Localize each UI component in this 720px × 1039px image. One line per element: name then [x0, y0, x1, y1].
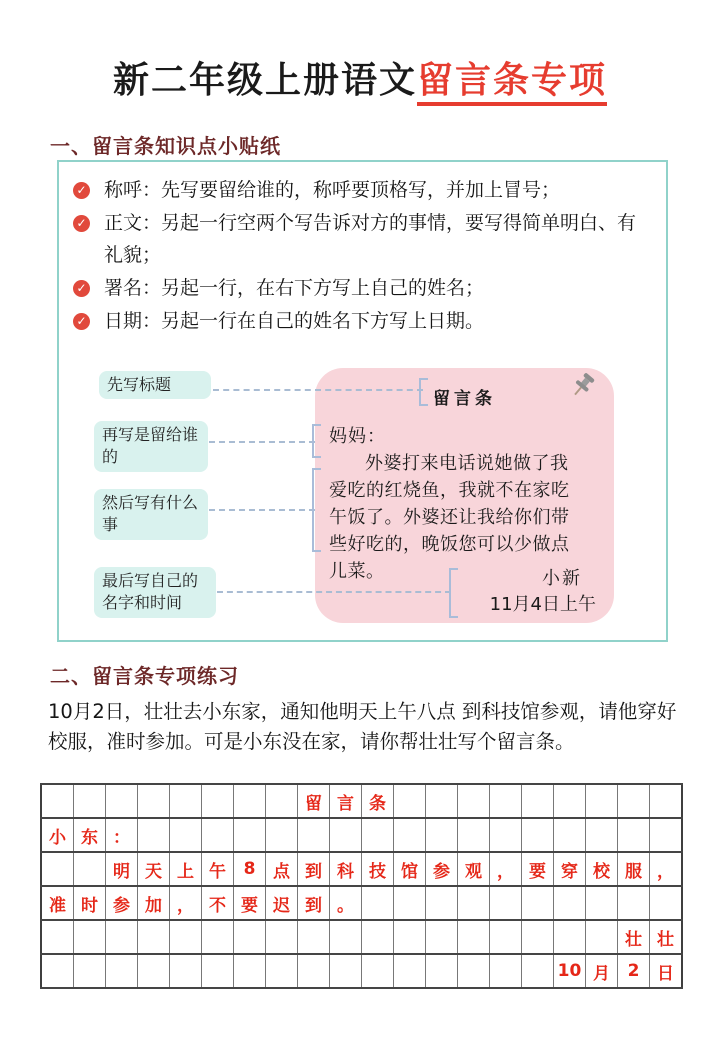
grid-cell — [362, 920, 394, 954]
grid-cell — [330, 818, 362, 852]
grid-cell: ， — [490, 852, 522, 886]
note-date: 11月4日上午 — [489, 594, 596, 615]
check-circle-icon: ✓ — [73, 182, 90, 199]
grid-cell — [490, 818, 522, 852]
grid-cell: 参 — [106, 886, 138, 920]
grid-cell — [330, 920, 362, 954]
grid-cell — [554, 886, 586, 920]
grid-cell — [74, 852, 106, 886]
grid-cell: 观 — [458, 852, 490, 886]
bullet-text: 署名：另起一行，在右下方写上自己的姓名； — [104, 277, 485, 300]
grid-cell — [554, 920, 586, 954]
bullet-item — [67, 174, 647, 207]
bracket-mark — [419, 378, 428, 406]
grid-cell — [490, 920, 522, 954]
grid-cell: 时 — [74, 886, 106, 920]
connector-line — [217, 591, 451, 593]
grid-cell — [41, 920, 74, 954]
grid-cell — [554, 818, 586, 852]
grid-cell — [138, 784, 170, 818]
grid-cell — [458, 954, 490, 988]
grid-cell — [522, 920, 554, 954]
grid-cell — [394, 920, 426, 954]
grid-cell — [522, 886, 554, 920]
grid-cell: 到 — [298, 852, 330, 886]
grid-cell — [41, 784, 74, 818]
grid-cell — [618, 784, 650, 818]
grid-cell — [298, 920, 330, 954]
grid-cell: 言 — [330, 784, 362, 818]
grid-cell: 。 — [330, 886, 362, 920]
grid-cell — [458, 784, 490, 818]
grid-cell — [522, 954, 554, 988]
grid-cell — [426, 886, 458, 920]
grid-cell — [298, 954, 330, 988]
grid-cell — [74, 784, 106, 818]
grid-cell — [618, 818, 650, 852]
bracket-mark — [312, 424, 321, 458]
grid-cell: 到 — [298, 886, 330, 920]
grid-cell — [490, 954, 522, 988]
bullet-text: 正文：另起一行空两个写告诉对方的事情，要写得简单明白、有礼貌； — [104, 211, 637, 267]
note-signature: 小新 — [542, 568, 582, 589]
grid-cell: 壮 — [618, 920, 650, 954]
grid-cell — [170, 818, 202, 852]
grid-cell — [554, 784, 586, 818]
bracket-mark — [312, 468, 321, 552]
grid-cell — [106, 954, 138, 988]
grid-cell — [202, 784, 234, 818]
grid-cell: ： — [106, 818, 138, 852]
grid-cell — [458, 920, 490, 954]
grid-row — [41, 954, 682, 988]
grid-cell — [586, 818, 618, 852]
grid-cell — [458, 818, 490, 852]
answer-grid — [40, 783, 683, 989]
grid-cell: 午 — [202, 852, 234, 886]
connector-line — [213, 389, 423, 391]
grid-cell — [74, 920, 106, 954]
bullet-item — [67, 207, 647, 272]
grid-cell — [202, 920, 234, 954]
grid-cell — [362, 886, 394, 920]
connector-line — [209, 509, 315, 511]
check-circle-icon: ✓ — [73, 215, 90, 232]
grid-cell — [234, 954, 266, 988]
grid-cell: 留 — [298, 784, 330, 818]
bullet-list — [67, 174, 647, 337]
grid-cell: 明 — [106, 852, 138, 886]
grid-cell: 东 — [74, 818, 106, 852]
grid-cell — [426, 954, 458, 988]
grid-cell: 校 — [586, 852, 618, 886]
grid-cell — [298, 818, 330, 852]
grid-cell — [490, 886, 522, 920]
example-note-card — [315, 368, 614, 623]
bullet-item — [67, 305, 647, 338]
grid-row — [41, 886, 682, 920]
grid-cell — [650, 886, 683, 920]
section1-heading: 一、留言条知识点小贴纸 — [50, 134, 281, 158]
grid-cell: 馆 — [394, 852, 426, 886]
grid-cell — [170, 784, 202, 818]
grid-cell — [202, 954, 234, 988]
grid-cell — [586, 920, 618, 954]
diagram-label-title: 先写标题 — [99, 371, 211, 399]
grid-cell: 迟 — [266, 886, 298, 920]
grid-cell — [394, 784, 426, 818]
check-circle-icon: ✓ — [73, 313, 90, 330]
diagram-label-recipient: 再写是留给谁的 — [94, 421, 208, 472]
grid-cell — [266, 920, 298, 954]
grid-cell — [266, 954, 298, 988]
diagram-label-signature-date: 最后写自己的名字和时间 — [94, 567, 216, 618]
grid-cell — [522, 784, 554, 818]
grid-cell: 条 — [362, 784, 394, 818]
page-title-black: 新二年级上册语文 — [112, 60, 417, 101]
bullet-text: 日期：另起一行在自己的姓名下方写上日期。 — [104, 309, 485, 332]
grid-cell — [330, 954, 362, 988]
knowledge-box — [57, 160, 668, 642]
bullet-item — [67, 272, 647, 305]
grid-cell — [234, 818, 266, 852]
grid-cell — [106, 784, 138, 818]
grid-cell: ， — [170, 886, 202, 920]
connector-line — [209, 441, 315, 443]
grid-cell: 要 — [234, 886, 266, 920]
grid-cell: 技 — [362, 852, 394, 886]
grid-cell: 日 — [650, 954, 683, 988]
grid-cell — [650, 784, 683, 818]
section2-heading: 二、留言条专项练习 — [50, 664, 239, 688]
grid-cell: 壮 — [650, 920, 683, 954]
grid-cell — [170, 920, 202, 954]
grid-cell: 天 — [138, 852, 170, 886]
grid-row — [41, 852, 682, 886]
grid-cell — [138, 818, 170, 852]
grid-cell: 参 — [426, 852, 458, 886]
grid-cell — [266, 784, 298, 818]
grid-cell — [170, 954, 202, 988]
grid-cell — [202, 818, 234, 852]
grid-cell — [490, 784, 522, 818]
check-circle-icon: ✓ — [73, 280, 90, 297]
grid-cell: 2 — [618, 954, 650, 988]
grid-cell — [426, 818, 458, 852]
bracket-mark — [449, 568, 458, 618]
pushpin-icon — [566, 372, 600, 410]
diagram-label-content: 然后写有什么事 — [94, 489, 208, 540]
grid-cell: 点 — [266, 852, 298, 886]
grid-cell — [362, 818, 394, 852]
note-title: 留言条 — [433, 389, 496, 409]
grid-cell: 服 — [618, 852, 650, 886]
grid-cell: ， — [650, 852, 683, 886]
page-title-red-underlined: 留言条专项 — [417, 60, 607, 106]
grid-cell — [138, 920, 170, 954]
grid-cell — [394, 818, 426, 852]
grid-cell — [234, 784, 266, 818]
grid-cell: 小 — [41, 818, 74, 852]
page-title — [0, 52, 720, 103]
grid-cell — [138, 954, 170, 988]
grid-cell: 月 — [586, 954, 618, 988]
grid-cell: 科 — [330, 852, 362, 886]
grid-cell: 准 — [41, 886, 74, 920]
grid-cell — [586, 886, 618, 920]
answer-grid-body — [41, 784, 682, 988]
grid-cell — [394, 954, 426, 988]
note-body: 外婆打来电话说她做了我爱吃的红烧鱼，我就不在家吃午饭了。外婆还让我给你们带些好吃的，晚饭您可以少做点儿菜。 — [329, 453, 570, 582]
grid-cell: 10 — [554, 954, 586, 988]
grid-cell — [74, 954, 106, 988]
grid-cell — [618, 886, 650, 920]
grid-cell — [650, 818, 683, 852]
grid-row — [41, 920, 682, 954]
bullet-text: 称呼：先写要留给谁的，称呼要顶格写，并加上冒号； — [104, 179, 561, 201]
grid-row — [41, 784, 682, 818]
grid-cell — [426, 784, 458, 818]
exercise-prompt: 10月2日，壮壮去小东家，通知他明天上午八点 到科技馆参观，请他穿好校服，准时参加。可是小东没在家，请你帮壮壮写个留言条。 — [48, 700, 677, 754]
grid-cell — [106, 920, 138, 954]
grid-cell: 8 — [234, 852, 266, 886]
grid-cell — [41, 954, 74, 988]
grid-cell — [586, 784, 618, 818]
grid-cell: 加 — [138, 886, 170, 920]
note-salutation: 妈妈： — [329, 426, 386, 447]
grid-cell — [362, 954, 394, 988]
grid-cell — [458, 886, 490, 920]
grid-cell: 穿 — [554, 852, 586, 886]
grid-cell — [41, 852, 74, 886]
grid-cell — [266, 818, 298, 852]
grid-cell — [426, 920, 458, 954]
grid-cell: 要 — [522, 852, 554, 886]
grid-cell — [234, 920, 266, 954]
grid-cell: 不 — [202, 886, 234, 920]
grid-cell: 上 — [170, 852, 202, 886]
grid-row — [41, 818, 682, 852]
grid-cell — [522, 818, 554, 852]
grid-cell — [394, 886, 426, 920]
